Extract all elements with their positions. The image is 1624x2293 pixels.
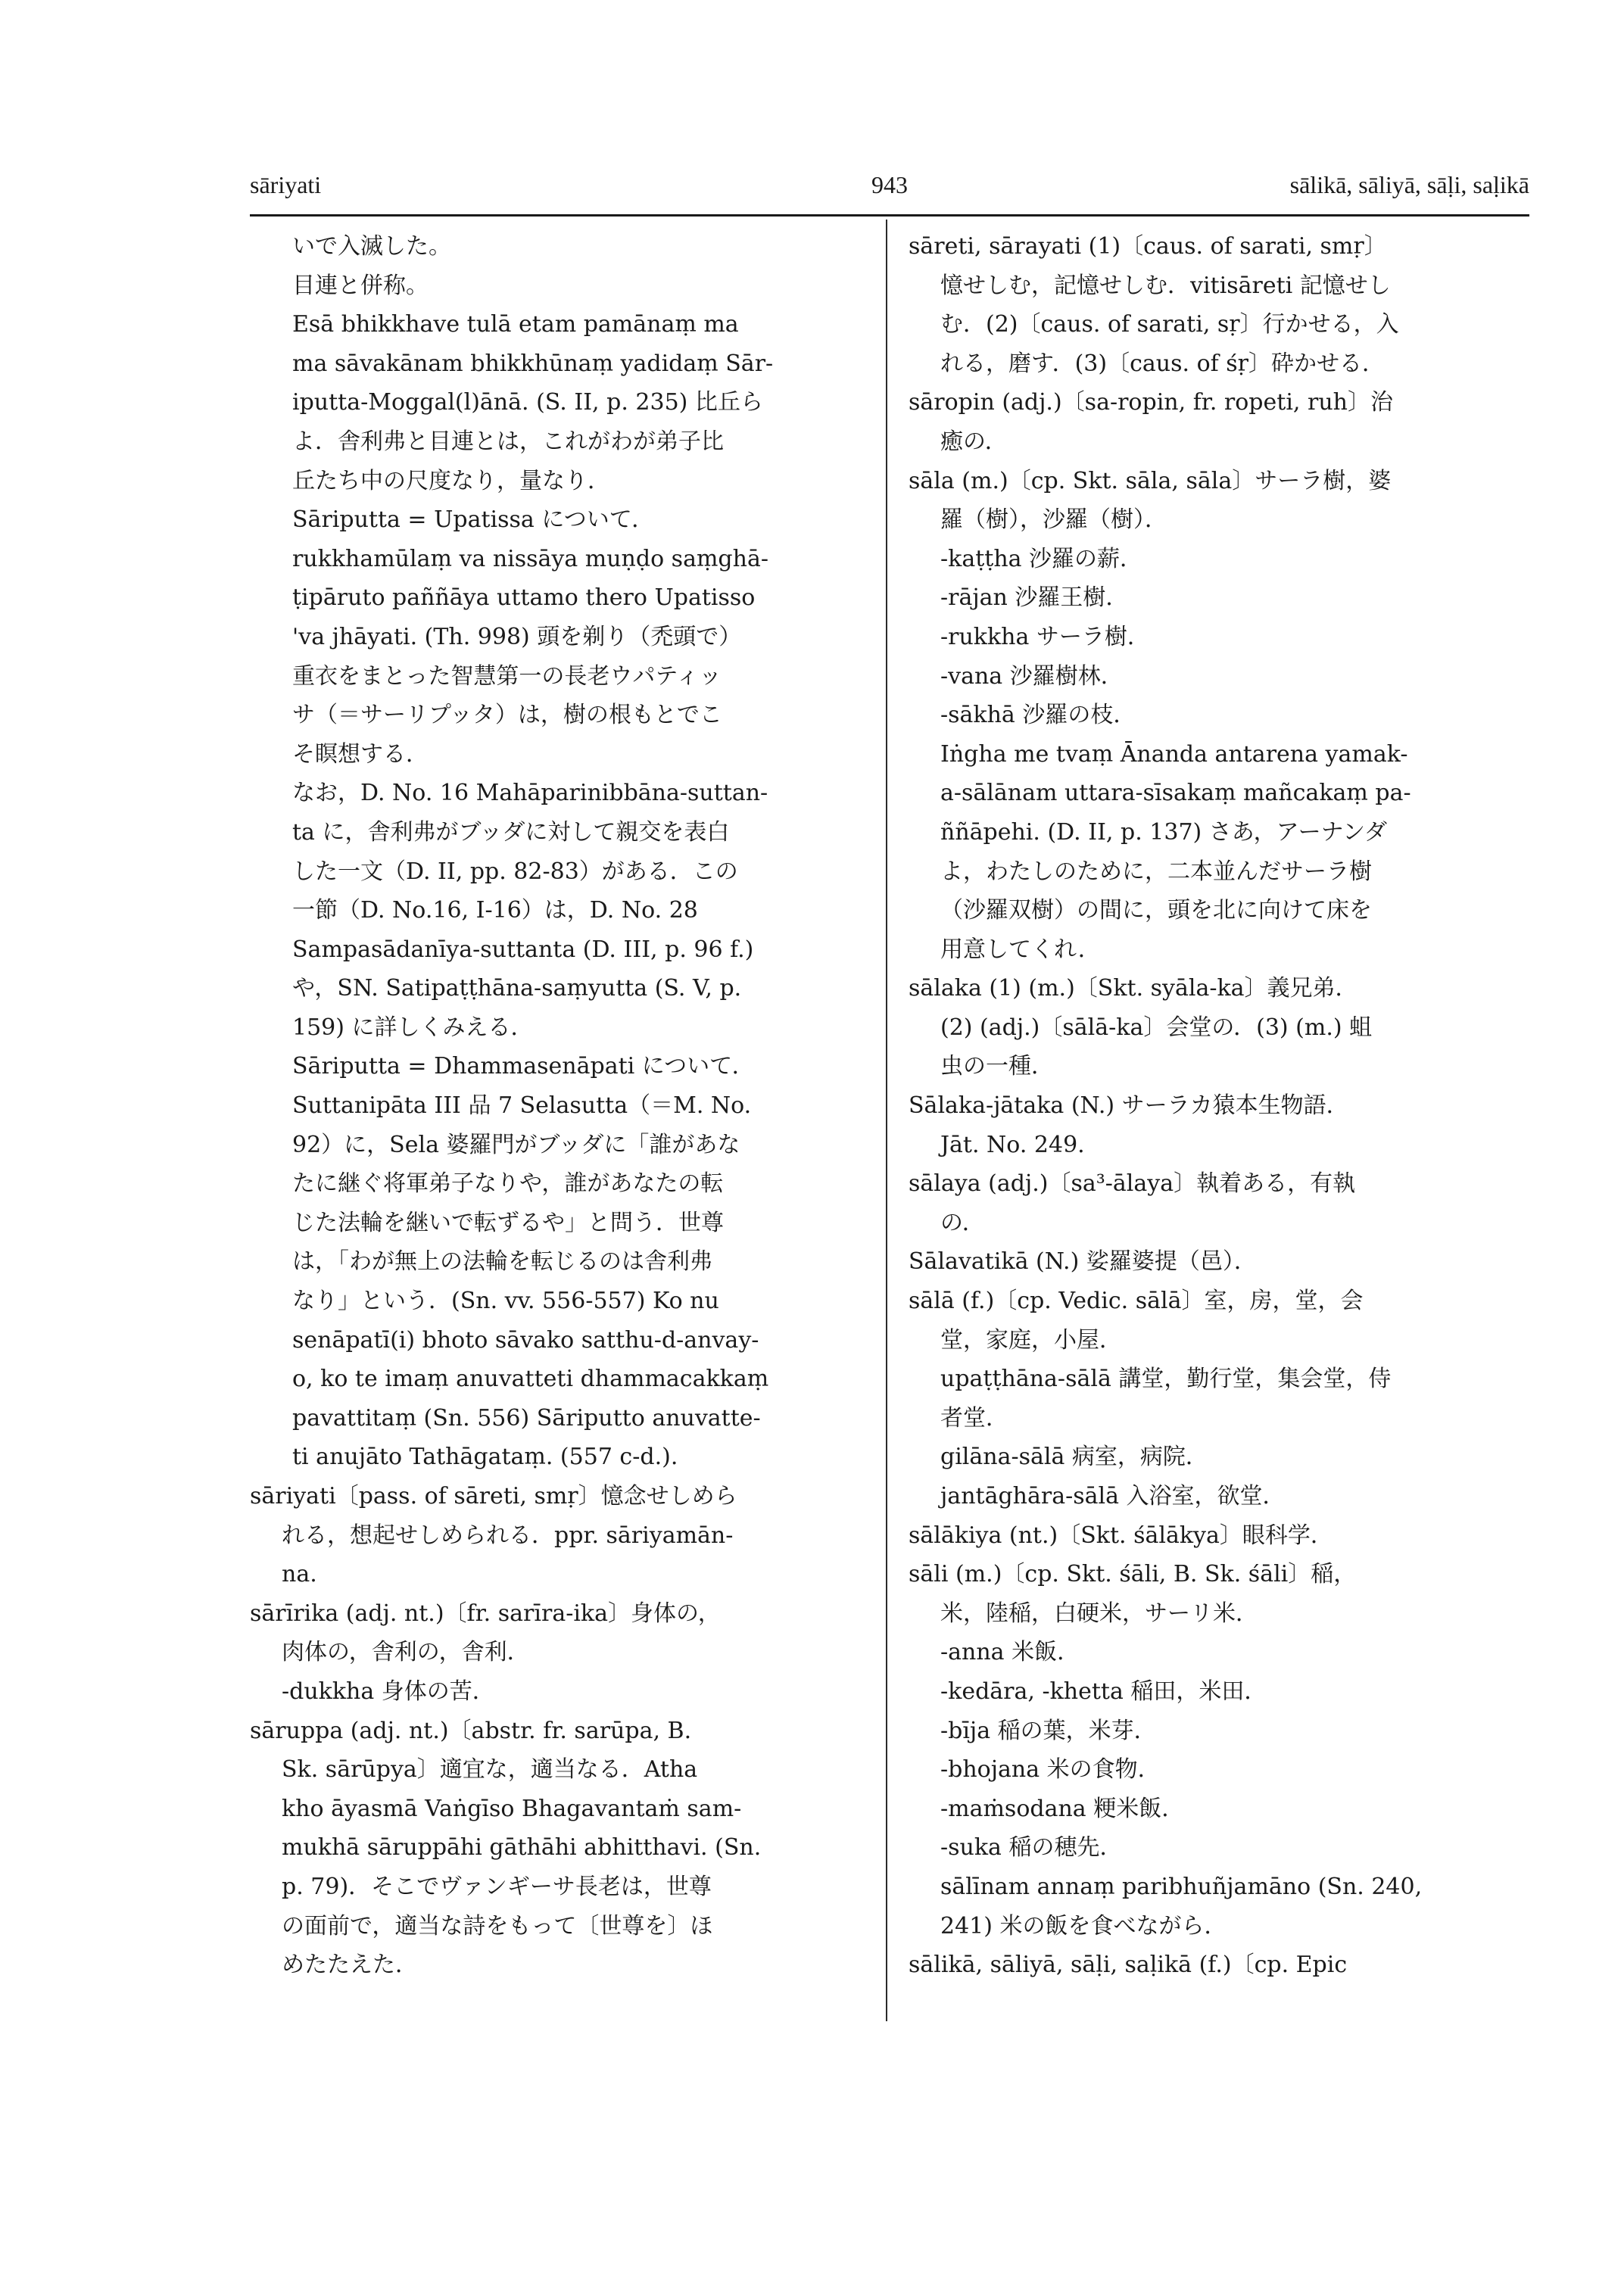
entry-text-line: gilāna-sālā 病室，病院． — [940, 1444, 1208, 1471]
entry-text-line: の． — [940, 1209, 985, 1236]
entry-text-line: mukhā sāruppāhi gāthāhi abhitthavi. (Sn. — [282, 1834, 762, 1862]
entry-text-line: や，SN. Satipaṭṭhāna-saṃyutta (S. V, p. — [292, 975, 742, 1002]
entry-text-line: kho āyasmā Vaṅgīso Bhagavantaṁ sam- — [282, 1795, 742, 1822]
page-number: 943 — [871, 171, 908, 198]
entry-text-line: れる，想起せしめられる．ppr. sāriyamān- — [282, 1522, 734, 1549]
entry-text-line: めたたえた． — [282, 1952, 418, 1979]
entry-text-line: -suka 稲の穂先． — [940, 1834, 1123, 1862]
entry-text-line: 羅（樹），沙羅（樹）． — [940, 506, 1167, 534]
entry-text-line: 重衣をまとった智慧第一の長老ウパティッ — [292, 662, 722, 690]
entry-text-line: 憶せしむ，記憶せしむ．vitisāreti 記憶せし — [940, 272, 1391, 299]
entry-text-line: -rukkha サーラ樹． — [940, 623, 1150, 650]
entry-text-line: -anna 米飯． — [940, 1639, 1080, 1666]
entry-text-line: Sampasādanīya-suttanta (D. III, p. 96 f.) — [292, 936, 754, 963]
header-rule — [250, 214, 1529, 217]
entry-text-line: Esā bhikkhave tulā etam pamānaṃ ma — [292, 311, 739, 338]
entry-headword-line: sālākiya (nt.)〔Skt. śālākya〕眼科学． — [909, 1522, 1333, 1549]
entry-text-line: sālīnam annaṃ paribhuñjamāno (Sn. 240, — [940, 1873, 1423, 1900]
entry-text-line: Sāriputta = Upatissa について． — [292, 506, 655, 534]
entry-text-line: の面前で，適当な詩をもって〔世尊を〕ほ — [282, 1912, 713, 1939]
entry-text-line: よ．舎利弗と目連とは，これがわが弟子比 — [292, 428, 724, 455]
entry-text-line: なお，D. No. 16 Mahāparinibbāna-suttan- — [292, 780, 768, 807]
entry-text-line: 用意してくれ． — [940, 936, 1101, 963]
entry-text-line: (2) (adj.)〔sālā-ka〕会堂の．(3) (m.) 蛆 — [940, 1014, 1373, 1041]
entry-headword-line: sāreti, sārayati (1)〔caus. of sarati, smṛ〕 — [909, 233, 1387, 260]
entry-text-line: たに継ぐ将軍弟子なりや，誰があなたの転 — [292, 1170, 724, 1198]
entry-text-line: いで入滅した。 — [292, 233, 451, 260]
entry-text-line: 堂，家庭，小屋． — [940, 1326, 1122, 1354]
entry-text-line: は，「わが無上の法輪を転じるのは舎利弗 — [292, 1248, 712, 1276]
entry-text-line: なり」という．(Sn. vv. 556-557) Ko nu — [292, 1288, 719, 1315]
entry-text-line: -rājan 沙羅王樹． — [940, 584, 1129, 612]
entry-text-line: 米，陸稲，白硬米，サーリ米． — [940, 1600, 1258, 1627]
entry-headword-line: Sālavatikā (N.) 娑羅婆提（邑）． — [909, 1248, 1257, 1276]
entry-text-line: Iṅgha me tvaṃ Ānanda antarena yamak- — [940, 740, 1408, 768]
column-divider — [886, 220, 887, 2021]
entry-text-line: 92）に，Sela 婆羅門がブッダに「誰があな — [292, 1131, 740, 1158]
entry-text-line: o, ko te imaṃ anuvatteti dhammacakkaṃ — [292, 1366, 769, 1393]
entry-text-line: a-sālānam uttara-sīsakaṃ mañcakaṃ pa- — [940, 780, 1411, 807]
entry-text-line: -sākhā 沙羅の枝． — [940, 702, 1136, 729]
entry-text-line: Jāt. No. 249. — [940, 1131, 1085, 1158]
entry-text-line: 虫の一種． — [940, 1053, 1054, 1080]
entry-text-line: 159) に詳しくみえる． — [292, 1014, 534, 1041]
entry-text-line: 目連と併称。 — [292, 272, 429, 299]
entry-text-line: -dukkha 身体の苦． — [282, 1678, 495, 1705]
entry-text-line: れる，磨す．(3)〔caus. of śṛ〕砕かせる． — [940, 350, 1386, 377]
page-header — [250, 171, 1529, 217]
entry-text-line: （沙羅双樹）の間に，頭を北に向けて床を — [940, 897, 1372, 924]
entry-text-line: 一節（D. No.16, I-16）は，D. No. 28 — [292, 897, 698, 924]
entry-text-line: ṭipāruto paññāya uttamo thero Upatisso — [292, 584, 756, 612]
entry-text-line: よ，わたしのために，二本並んだサーラ樹 — [940, 858, 1372, 885]
entry-text-line: じた法輪を継いで転ずるや」と問う．世尊 — [292, 1209, 724, 1236]
entry-text-line: na. — [282, 1561, 317, 1588]
entry-headword-line: sālaka (1) (m.)〔Skt. syāla-ka〕義兄弟． — [909, 975, 1358, 1002]
entry-headword-line: sāropin (adj.)〔sa-ropin, fr. ropeti, ruh〕治 — [909, 389, 1393, 416]
entry-text-line: -kaṭṭha 沙羅の薪． — [940, 545, 1143, 572]
entry-text-line: -kedāra, -khetta 稲田，米田． — [940, 1678, 1267, 1705]
entry-text-line: -bhojana 米の食物． — [940, 1756, 1161, 1784]
entry-text-line: upaṭṭhāna-sālā 講堂，勤行堂，集会堂，侍 — [940, 1366, 1392, 1393]
entry-text-line: した一文（D. II, pp. 82-83）がある．この — [292, 858, 738, 885]
entry-headword-line: sāli (m.)〔cp. Skt. śāli, B. Sk. śāli〕稲， — [909, 1561, 1357, 1588]
entry-text-line: ta に，舎利弗がブッダに対して親交を表白 — [292, 818, 730, 846]
entry-text-line: サ（＝サーリプッタ）は，樹の根もとでこ — [292, 702, 722, 729]
entry-text-line: ññāpehi. (D. II, p. 137) さあ，アーナンダ — [940, 818, 1387, 846]
entry-text-line: Suttanipāta III 品 7 Selasutta（＝M. No. — [292, 1092, 752, 1120]
entry-text-line: -bīja 稲の葉，米芽． — [940, 1717, 1157, 1744]
entry-text-line: -maṁsodana 粳米飯． — [940, 1795, 1185, 1822]
entry-headword-line: sārīrika (adj. nt.)〔fr. sarīra-ika〕身体の， — [250, 1600, 721, 1627]
entry-text-line: iputta-Moggal(l)ānā. (S. II, p. 235) 比丘ら — [292, 389, 763, 416]
entry-headword-line: sālikā, sāliyā, sāḷi, saḷikā (f.)〔cp. Epic — [909, 1952, 1348, 1979]
entry-headword-line: sāruppa (adj. nt.)〔abstr. fr. sarūpa, B. — [250, 1717, 692, 1744]
entry-text-line: 者堂． — [940, 1404, 1008, 1432]
entry-text-line: senāpatī(i) bhoto sāvako satthu-d-anvay- — [292, 1326, 759, 1354]
entry-text-line: Sk. sārūpya〕適宜な，適当なる．Atha — [282, 1756, 698, 1784]
entry-text-line: 241) 米の飯を食べながら． — [940, 1912, 1227, 1939]
entry-headword-line: sālā (f.)〔cp. Vedic. sālā〕室，房，堂，会 — [909, 1288, 1364, 1315]
entry-text-line: 癒の． — [940, 428, 1008, 455]
entry-text-line: Sāriputta = Dhammasenāpati について． — [292, 1053, 755, 1080]
entry-text-line: jantāghāra-sālā 入浴室，欲堂． — [940, 1483, 1286, 1509]
entry-headword-line: sālaya (adj.)〔sa³-ālaya〕執着ある，有執 — [909, 1170, 1356, 1198]
entry-text-line: 肉体の，舎利の，舎利． — [282, 1639, 530, 1666]
running-head-right: sālikā, sāliyā, sāḷi, saḷikā — [1289, 171, 1529, 198]
entry-text-line: む．(2)〔caus. of sarati, sṛ〕行かせる，入 — [940, 311, 1399, 338]
entry-text-line: ma sāvakānam bhikkhūnaṃ yadidaṃ Sār- — [292, 350, 774, 377]
entry-text-line: -vana 沙羅樹林． — [940, 662, 1124, 690]
entry-text-line: p. 79)．そこでヴァンギーサ長老は，世尊 — [282, 1873, 712, 1900]
running-head-left: sāriyati — [250, 171, 322, 198]
right-column — [909, 227, 1529, 1985]
entry-text-line: 'va jhāyati. (Th. 998) 頭を剃り（禿頭で） — [292, 623, 742, 650]
entry-headword-line: sāriyati〔pass. of sāreti, smṛ〕憶念せしめら — [250, 1483, 737, 1509]
entry-text-line: 丘たち中の尺度なり，量なり． — [292, 467, 610, 494]
entry-text-line: pavattitaṃ (Sn. 556) Sāriputto anuvatte- — [292, 1404, 761, 1432]
entry-text-line: そ瞑想する． — [292, 740, 429, 768]
entry-text-line: ti anujāto Tathāgataṃ. (557 c-d.). — [292, 1444, 678, 1471]
entry-headword-line: Sālaka-jātaka (N.) サーラカ猿本生物語． — [909, 1092, 1349, 1120]
entry-headword-line: sāla (m.)〔cp. Skt. sāla, sāla〕サーラ樹，婆 — [909, 467, 1392, 494]
left-column — [250, 227, 867, 1985]
entry-text-line: rukkhamūlaṃ va nissāya muṇḍo saṃghā- — [292, 545, 768, 572]
